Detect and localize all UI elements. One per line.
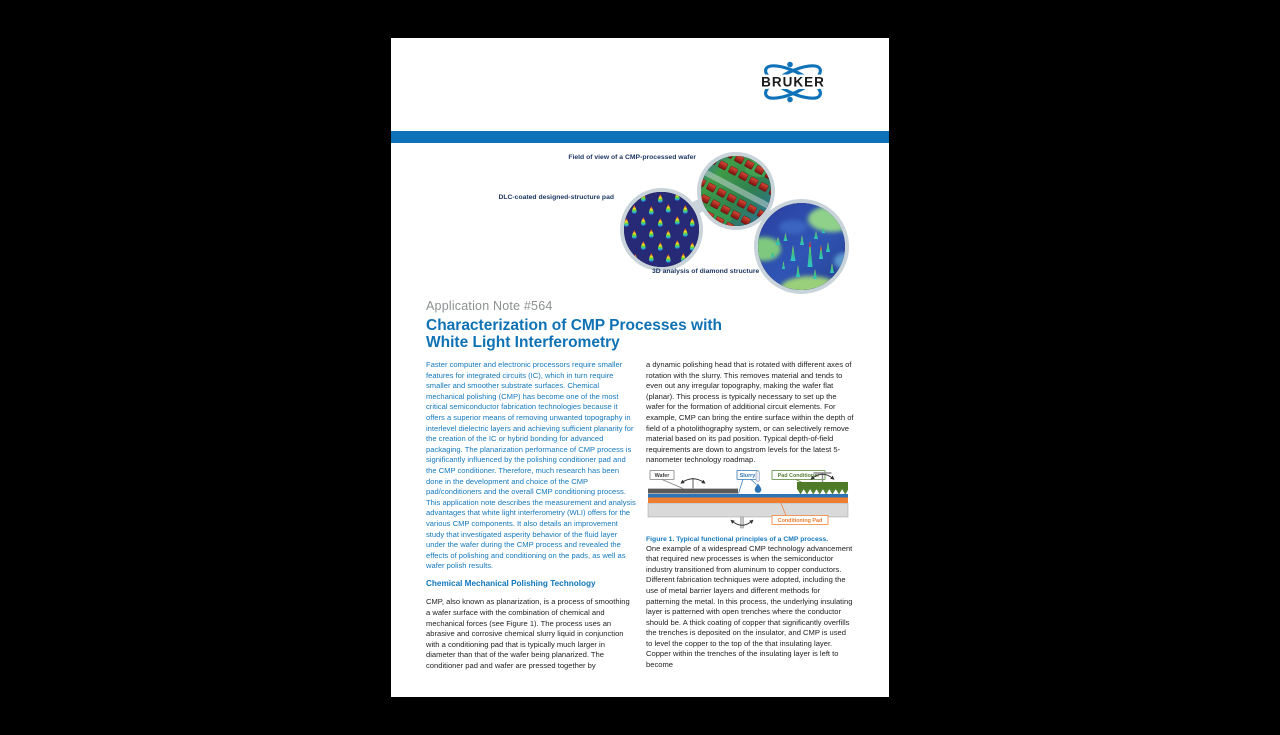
page-title [426, 317, 722, 351]
bruker-logo [753, 58, 833, 106]
slurry-layer [648, 494, 848, 498]
slurry-dispenser [756, 471, 759, 482]
body-paragraph: CMP, also known as planarization, is a process of smoothing a wafer surface with the combination of chemical and mechanical forces (see Figure 1). The process uses an abrasive and corrosive chemical slurry liquid in conjunction with a conditioning pad that is typically much larger in diameter than that of the wafer being planarized. The conditioner pad and wafer are pressed together by [426, 597, 630, 671]
intro-paragraph: Faster computer and electronic processors require smaller features for integrated circuits (IC), which in turn require smaller and smoother substrate surfaces. Chemical mechanical polishing (CMP) has become one of the most critical semiconductor fabrication technologies because it offers a superior means of removing unwanted topography in interlevel dielectric layers and achieving sufficient planarity for the creation of the IC or hybrid bonding for advanced packaging. The planarization performance of CMP process is significantly influenced by the polishing conditioner pad and the CMP conditioner. Therefore, much research has been done in the development and choice of the CMP pad/conditioners and the overall CMP conditioning process. This application note describes the measurement and analysis advantages that white light interferometry (WLI) offers for the various CMP components. It also details an improvement study that investigated asperity behavior of the fluid layer under the wafer during the CMP process and revealed the effects of polishing and conditioning on the pads, as well as wafer polish results. [426, 360, 636, 571]
bruker-logo-icon [753, 58, 833, 106]
wafer-bar [648, 488, 738, 493]
body-paragraph: One example of a widespread CMP technology advancement that required new processes is when the semiconductor industry transitioned from aluminum to copper conductors. Different fabrication techniques were adopted, including the use of metal barrier layers and different methods for patterning the metal. In this process, the underlying insulating layer is patterned with open trenches where the conductor should be. A thick coating of copper that significantly overfills the trenches is deposited on the insulator, and CMP is used to level the copper to the top of the that insulating layer. Copper within the trenches of the insulating layer is left to become [646, 543, 853, 670]
dlc-pad-image [620, 188, 703, 271]
application-note-page [391, 38, 889, 697]
conditioning-pad-layer [648, 497, 848, 503]
figure-label-slurry: Slurry [739, 472, 756, 479]
pad-conditioner-teeth [798, 489, 849, 494]
pad-slab [648, 503, 848, 517]
page-title-line2: White Light Interferometry [426, 334, 620, 351]
hero-label-wafer: Field of view of a CMP-processed wafer [568, 154, 696, 161]
figure-label-wafer: Wafer [654, 472, 670, 479]
diamond-structure-image [754, 199, 849, 294]
brand-name: BRUKER [761, 74, 825, 90]
slurry-droplet [755, 483, 762, 492]
hero-label-diamond: 3D analysis of diamond structure [652, 268, 760, 275]
column-left [426, 360, 636, 672]
figure1-cmp-diagram [646, 470, 851, 530]
section-heading: Chemical Mechanical Polishing Technology [426, 578, 596, 588]
note-number: Application Note #564 [426, 299, 553, 313]
figure1-caption: Figure 1. Typical functional principles of a CMP process. [646, 535, 829, 543]
figure-label-pad-conditioner: Pad Conditioner [777, 472, 820, 479]
column-right [646, 360, 854, 671]
hero-label-pad: DLC-coated designed-structure pad [498, 194, 614, 201]
pad-conditioner-bar [797, 482, 848, 490]
figure-label-conditioning-pad: Conditioning Pad [777, 517, 823, 524]
accent-bar [391, 131, 889, 143]
body-paragraph: a dynamic polishing head that is rotated with different axes of rotation with the slurry. This removes material and tends to even out any irregular topography, making the wafer flat (planar). This process is typically necessary to set up the wafer for the formation of additional circuit elements. For example, CMP can bring the entire surface within the depth of field of a photolithography system, or can selectively remove material based on its pad position. Typical depth-of-field requirements are down to angstrom levels for the latest 5-nanometer technology roadmap. [646, 360, 854, 465]
page-title-line1: Characterization of CMP Processes with [426, 317, 723, 334]
